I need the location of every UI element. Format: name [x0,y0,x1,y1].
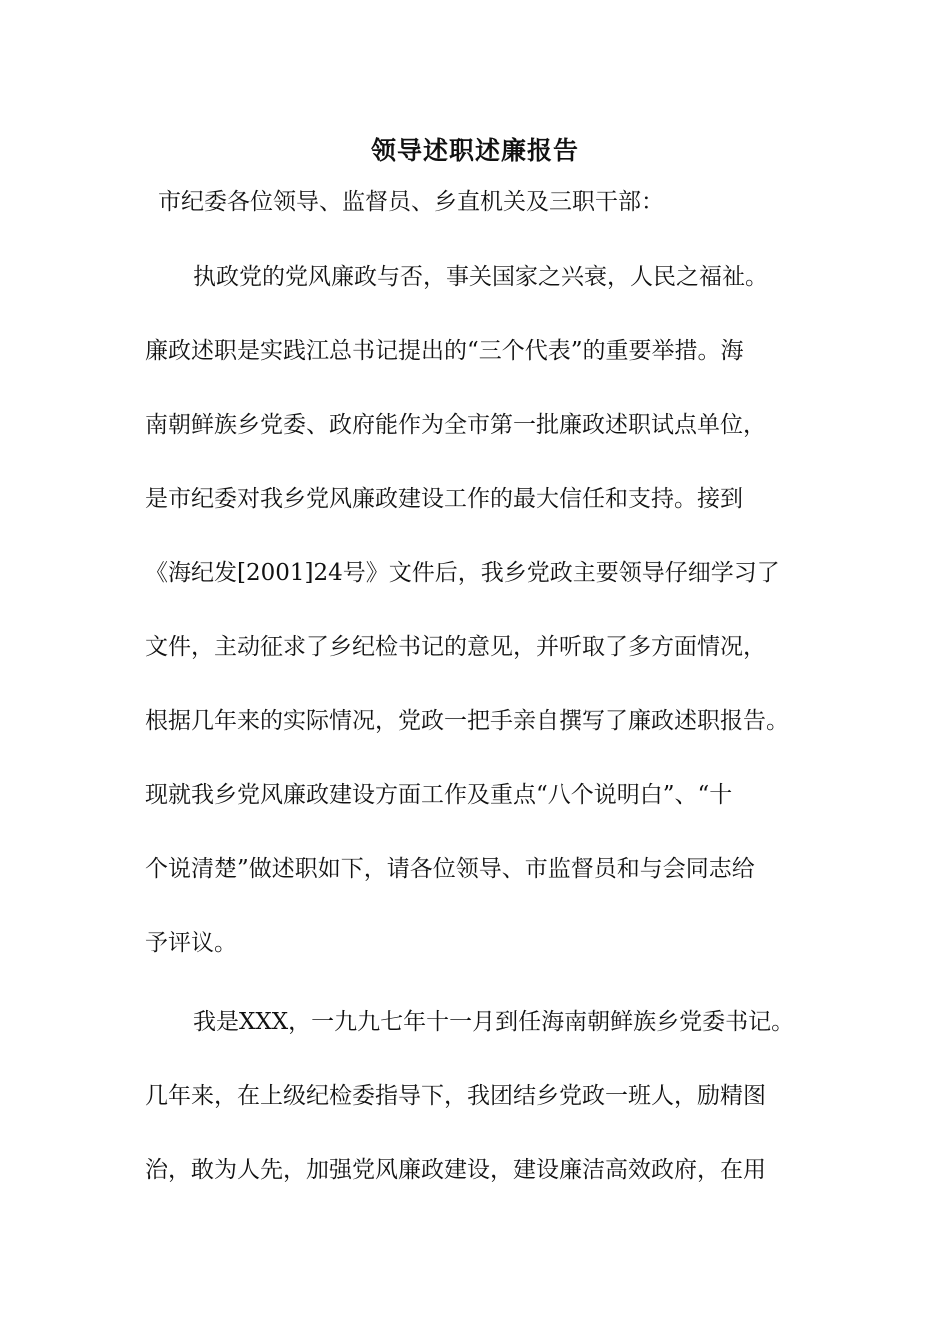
paragraph-line: 我是XXX，一九九七年十一月到任海南朝鲜族乡党委书记。 [193,1009,795,1035]
paragraph-line: 南朝鲜族乡党委、政府能作为全市第一批廉政述职试点单位， [145,412,766,438]
paragraph-line: 文件，主动征求了乡纪检书记的意见，并听取了多方面情况， [145,634,766,660]
paragraph-line: 个说清楚”做述职如下，请各位领导、市监督员和与会同志给 [145,856,755,882]
document-title: 领导述职述廉报告 [370,136,579,165]
paragraph-line: 执政党的党风廉政与否，事关国家之兴衰，人民之福祉。 [193,264,768,290]
paragraph-line: 《海纪发[2001]24号》文件后，我乡党政主要领导仔细学习了 [145,560,780,586]
paragraph-line: 予评议。 [145,930,237,956]
paragraph-line: 根据几年来的实际情况，党政一把手亲自撰写了廉政述职报告。 [145,708,789,734]
paragraph-line: 治，敢为人先，加强党风廉政建设，建设廉洁高效政府，在用 [145,1157,766,1183]
salutation: 市纪委各位领导、监督员、乡直机关及三职干部： [158,189,664,215]
paragraph-line: 是市纪委对我乡党风廉政建设工作的最大信任和支持。接到 [145,486,743,512]
paragraph-line: 廉政述职是实践江总书记提出的“三个代表”的重要举措。海 [145,338,744,364]
paragraph-line: 现就我乡党风廉政建设方面工作及重点“八个说明白”、“十 [145,782,733,808]
paragraph-line: 几年来，在上级纪检委指导下，我团结乡党政一班人，励精图 [145,1083,766,1109]
